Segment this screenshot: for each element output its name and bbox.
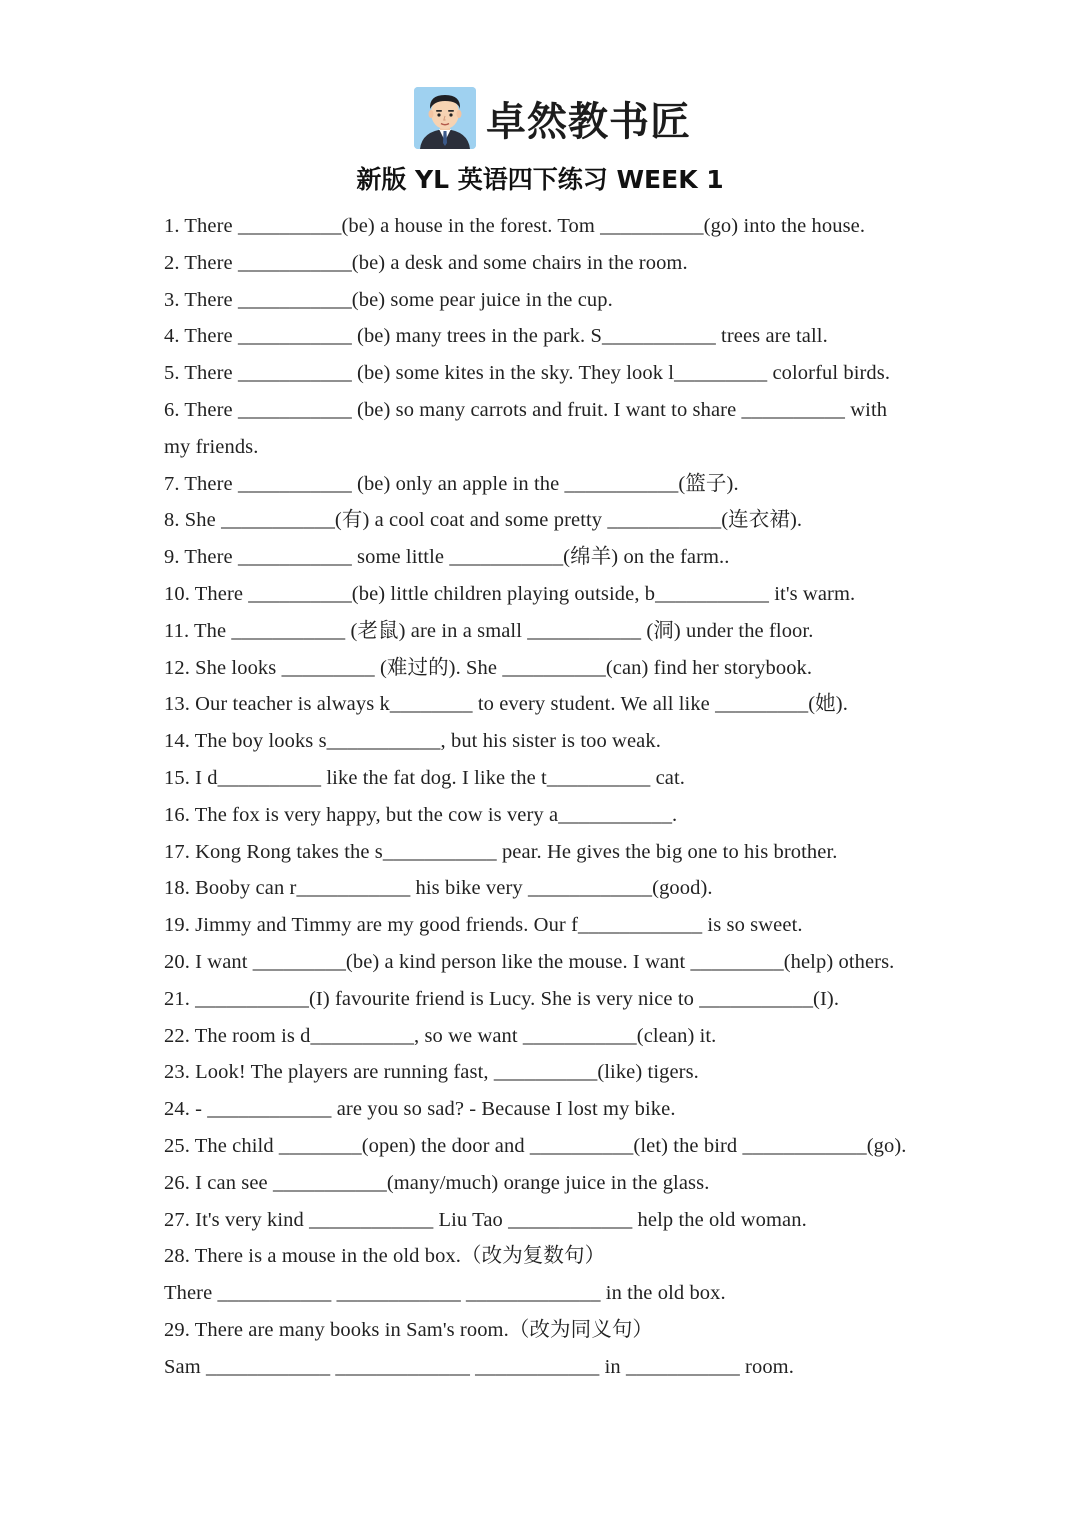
exercise-line-28-answer: There ___________ ____________ _____________ in the old box. xyxy=(164,1282,726,1305)
exercise-line-28: 28. There is a mouse in the old box.（改为复数句） xyxy=(164,1245,606,1268)
exercise-line-18: 18. Booby can r___________ his bike very ____________(good). xyxy=(164,877,713,900)
worksheet-title: 新版 YL 英语四下练习 WEEK 1 xyxy=(356,165,724,194)
exercise-line-27: 27. It's very kind ____________ Liu Tao ____________ help the old woman. xyxy=(164,1208,807,1231)
exercise-line-6-continued: my friends. xyxy=(164,435,259,458)
exercise-line-10: 10. There __________(be) little children playing outside, b___________ it's warm. xyxy=(164,582,856,605)
exercise-line-20: 20. I want _________(be) a kind person like the mouse. I want _________(help) others. xyxy=(164,950,895,973)
exercise-line-24: 24. - ____________ are you so sad? - Because I lost my bike. xyxy=(164,1098,676,1121)
exercise-line-26: 26. I can see ___________(many/much) orange juice in the glass. xyxy=(164,1171,710,1194)
exercise-line-2: 2. There ___________(be) a desk and some chairs in the room. xyxy=(164,251,688,274)
exercise-line-3: 3. There ___________(be) some pear juice in the cup. xyxy=(164,288,613,311)
exercise-line-29-answer: Sam ____________ _____________ ____________ in ___________ room. xyxy=(164,1355,794,1378)
exercise-line-19: 19. Jimmy and Timmy are my good friends. Our f____________ is so sweet. xyxy=(164,914,803,937)
exercise-line-25: 25. The child ________(open) the door and __________(let) the bird ____________(go). xyxy=(164,1134,907,1157)
exercise-line-1: 1. There __________(be) a house in the forest. Tom __________(go) into the house. xyxy=(164,215,866,237)
brand-name: 卓然教书匠 xyxy=(486,98,691,145)
brand-header xyxy=(414,86,691,150)
exercise-line-29: 29. There are many books in Sam's room.（改为同义句） xyxy=(164,1318,654,1341)
exercise-line-4: 4. There ___________ (be) many trees in the park. S___________ trees are tall. xyxy=(164,325,828,348)
teacher-avatar-icon xyxy=(414,87,476,149)
exercise-line-6: 6. There ___________ (be) so many carrots and fruit. I want to share __________ with xyxy=(164,398,888,421)
exercise-line-14: 14. The boy looks s___________, but his sister is too weak. xyxy=(164,730,661,753)
exercise-line-22: 22. The room is d__________, so we want ___________(clean) it. xyxy=(164,1024,717,1047)
exercise-line-11: 11. The ___________ (老鼠) are in a small ___________ (洞) under the floor. xyxy=(164,619,814,642)
exercise-line-23: 23. Look! The players are running fast, __________(like) tigers. xyxy=(164,1061,699,1084)
exercise-line-17: 17. Kong Rong takes the s___________ pear. He gives the big one to his brother. xyxy=(164,840,838,863)
exercise-line-7: 7. There ___________ (be) only an apple in the ___________(篮子). xyxy=(164,472,739,495)
exercise-line-15: 15. I d__________ like the fat dog. I like the t__________ cat. xyxy=(164,766,685,789)
exercise-line-8: 8. She ___________(有) a cool coat and some pretty ___________(连衣裙). xyxy=(164,509,803,532)
exercise-line-9: 9. There ___________ some little ___________(绵羊) on the farm.. xyxy=(164,546,730,569)
exercise-line-12: 12. She looks _________ (难过的). She __________(can) find her storybook. xyxy=(164,656,813,679)
exercise-line-16: 16. The fox is very happy, but the cow is very a___________. xyxy=(164,803,678,826)
exercise-line-5: 5. There ___________ (be) some kites in the sky. They look l_________ colorful birds. xyxy=(164,362,891,385)
exercise-line-21: 21. ___________(I) favourite friend is Lucy. She is very nice to ___________(I). xyxy=(164,987,840,1010)
exercise-line-13: 13. Our teacher is always k________ to every student. We all like _________(她). xyxy=(164,693,848,716)
exercise-list xyxy=(164,208,934,1386)
